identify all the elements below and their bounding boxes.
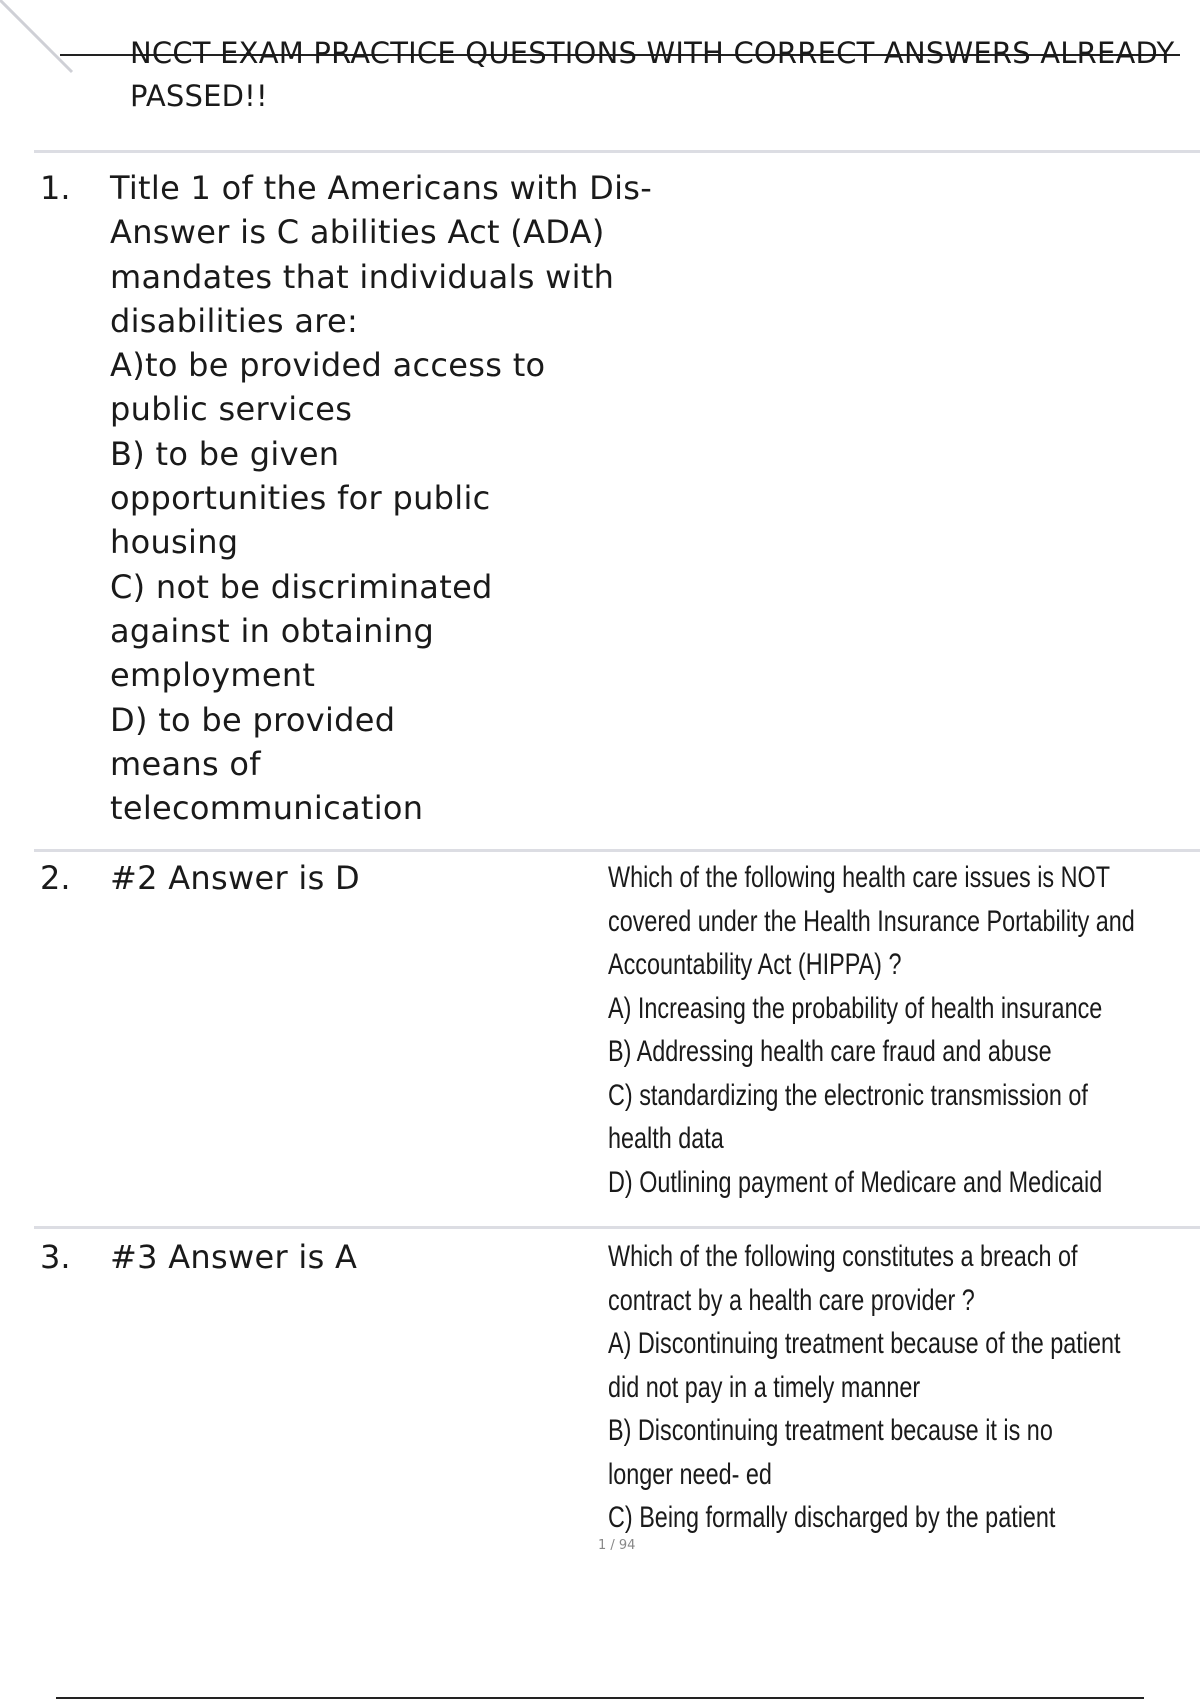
question-3-definition	[608, 1235, 1121, 1540]
def-line: A) Increasing the probability of health insurance	[608, 991, 1103, 1025]
def-line: longer need- ed	[608, 1457, 772, 1491]
term-line: #3 Answer is A	[110, 1238, 358, 1276]
def-line: health data	[608, 1122, 724, 1155]
term-line: against in obtaining	[110, 611, 435, 650]
term-line: means of	[110, 744, 261, 783]
question-number: 2.	[40, 859, 71, 897]
title-line-2: PASSED!!	[130, 79, 268, 113]
term-line: C) not be discriminated	[110, 567, 493, 606]
footer-rule	[56, 1697, 1144, 1699]
question-1-term	[110, 166, 652, 830]
term-line: B) to be given	[110, 434, 340, 473]
term-line: Answer is C abilities Act (ADA)	[110, 213, 605, 252]
def-line: Accountability Act (HIPPA) ?	[608, 948, 902, 981]
def-line: covered under the Health Insurance Portability and	[608, 904, 1135, 938]
divider	[34, 150, 1200, 153]
corner-fold-mark	[0, 0, 80, 80]
term-line: Title 1 of the Americans with Dis-	[110, 169, 653, 207]
page-number: 1 / 94	[598, 1538, 636, 1553]
page-title	[130, 32, 1190, 118]
term-line: D) to be provided	[110, 700, 396, 739]
def-line: contract by a health care provider ?	[608, 1283, 975, 1317]
term-line: disabilities are:	[110, 301, 359, 340]
def-line: did not pay in a timely manner	[608, 1370, 921, 1404]
term-line: public services	[110, 390, 353, 429]
question-number: 3.	[40, 1238, 71, 1276]
term-line: employment	[110, 656, 316, 695]
term-line: telecommunication	[110, 789, 424, 828]
term-line: mandates that individuals with	[110, 257, 615, 296]
question-number: 1.	[40, 169, 71, 207]
question-2-definition	[608, 856, 1135, 1204]
def-line: Which of the following health care issues is NOT	[608, 861, 1111, 894]
def-line: A) Discontinuing treatment because of the patient	[608, 1327, 1121, 1360]
def-line: B) Addressing health care fraud and abuse	[608, 1035, 1052, 1068]
question-3-term	[110, 1235, 357, 1279]
divider	[34, 1226, 1200, 1229]
def-line: B) Discontinuing treatment because it is no	[608, 1414, 1053, 1447]
divider	[34, 849, 1200, 852]
title-line-1: NCCT EXAM PRACTICE QUESTIONS WITH CORRECT ANSWERS ALREADY	[130, 36, 1175, 70]
def-line: C) Being formally discharged by the patient	[608, 1501, 1056, 1534]
def-line: D) Outlining payment of Medicare and Medicaid	[608, 1165, 1103, 1199]
term-line: A)to be provided access to	[110, 346, 546, 385]
question-2-term	[110, 856, 360, 900]
def-line: C) standardizing the electronic transmission of	[608, 1078, 1088, 1112]
term-line: opportunities for public	[110, 479, 491, 518]
term-line: housing	[110, 523, 239, 562]
term-line: #2 Answer is D	[110, 859, 360, 897]
def-line: Which of the following constitutes a breach of	[608, 1240, 1078, 1273]
